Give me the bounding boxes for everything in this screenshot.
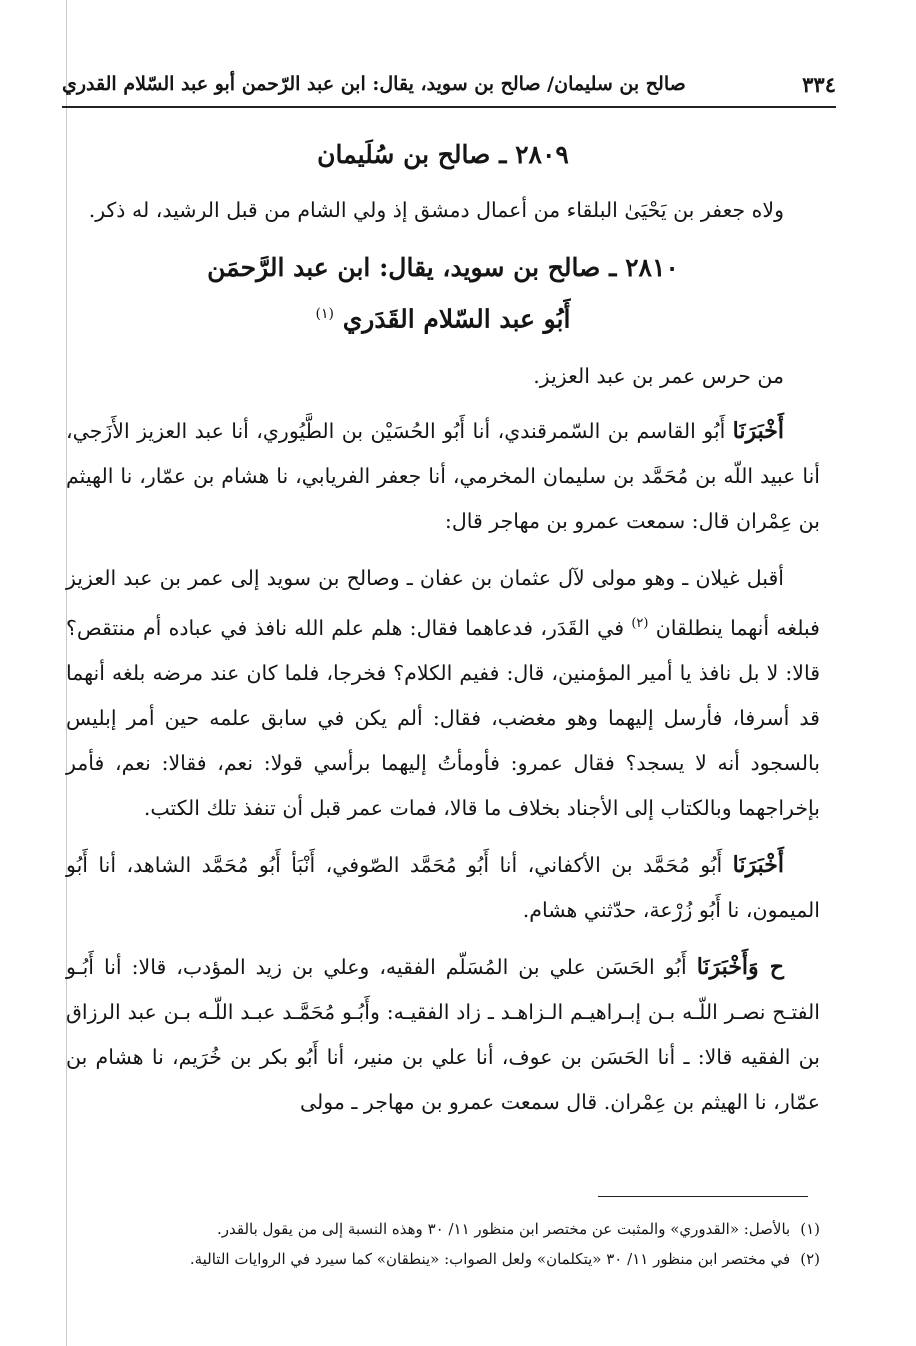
entry-2809-text: ولاه جعفر بن يَحْيَىٰ البلقاء من أعمال دمشق إذ ولي الشام من قبل الرشيد، له ذكر. bbox=[88, 198, 784, 222]
entry-title-2810-line2 bbox=[66, 291, 820, 342]
akhbarana-keyword: أَخْبَرَنَا bbox=[732, 418, 784, 445]
footnote-1-number: (١) bbox=[800, 1220, 820, 1238]
footnote-1-text: بالأصل: «القدوري» والمثبت عن مختصر ابن منظور ١١/ ٣٠ وهذه النسبة إلى من يقول بالقدر. bbox=[216, 1220, 791, 1238]
footnotes bbox=[80, 1214, 820, 1274]
paragraph-3 bbox=[66, 556, 820, 831]
paragraph-1: من حرس عمر بن عبد العزيز. bbox=[533, 364, 784, 389]
footnote-2 bbox=[80, 1244, 820, 1274]
paragraph-4-text: أَبُو مُحَمَّد بن الأكفاني، أنا أَبُو مُحَمَّد الصّوفي، أَنْبَأ أَبُو مُحَمَّد الشاهد، أنا أَبُو الميمون، نا أَبُو زُرْعة، حدّثني هشام. bbox=[66, 853, 820, 923]
page-body bbox=[66, 130, 820, 1137]
paragraph-5-text: أَبُو الحَسَن علي بن المُسَلّم الفقيه، وعلي بن زيد المؤدب، قالا: أنا أَبُـو الفتـح نصـر اللّـه بـن إبـراهيـم الـزاهـد ـ زاد الفقيـه: وأَبُـو مُحَمَّـد عبـد اللّـه بـن عبد الرزاق بن الفقيه قالا: ـ أنا الحَسَن بن عوف، أنا علي بن منير، أنا أَبُو بكر بن خُرَيم، نا هشام بن عمّار، نا الهيثم بن عِمْران. قال سمعت عمرو بن مهاجر ـ مولى bbox=[66, 955, 820, 1115]
footnote-2-number: (٢) bbox=[800, 1250, 820, 1268]
entry-title-2810-name: أَبُو عبد السّلام القَدَري bbox=[342, 304, 571, 334]
entry-title-2810 bbox=[66, 245, 820, 342]
paragraph-5 bbox=[66, 945, 820, 1125]
footnote-ref-1: (١) bbox=[315, 306, 334, 322]
entry-title-2809: ٢٨٠٩ ـ صالح بن سُلَيمان bbox=[317, 140, 569, 169]
paragraph-3-text-b: في القَدَر، فدعاهما فقال: هلم علم الله نافذ في عباده أم منتقص؟ قالا: لا بل نافذ يا أمير المؤمنين، قال: ففيم الكلام؟ فخرجا، فلما كان عند مرضه بلغه أنهما قد أسرفا، فأرسل إليهما وهو مغضب، فقال: ألم يكن في سابق علمه حين أمر إبليس بالسجود أنه لا يسجد؟ فقال عمرو: فأومأتُ إليهما برأسي قولا: نعم، فقالا: نعم، فأمر بإخراجهما وبالكتاب إلى الأجناد بخلاف ما قالا، فمات عمر قبل أن تنفذ تلك الكتب. bbox=[66, 616, 820, 821]
footnote-separator bbox=[598, 1196, 808, 1197]
akhbarana-keyword: أَخْبَرَنَا bbox=[732, 852, 784, 879]
paragraph-4 bbox=[66, 843, 820, 933]
entry-title-2810-line1: ٢٨١٠ ـ صالح بن سويد، يقال: ابن عبد الرَّحمَن bbox=[207, 253, 679, 282]
paragraph-3-text-a: أقبل غيلان ـ وهو مولى لآل عثمان بن عفان ـ وصالح بن سويد إلى عمر بن عبد العزيز فبلغه أنهما ينطلقان bbox=[66, 566, 820, 641]
wa-akhbarana-keyword: ح وَأَخْبَرَنَا bbox=[696, 954, 784, 981]
page-number: ٣٣٤ bbox=[802, 71, 836, 97]
footnote-ref-2: (٢) bbox=[631, 616, 649, 632]
page-header bbox=[62, 62, 836, 108]
footnote-1 bbox=[80, 1214, 820, 1244]
footnote-2-text: في مختصر ابن منظور ١١/ ٣٠ «يتكلمان» ولعل الصواب: «ينطقان» كما سيرد في الروايات التالية. bbox=[189, 1250, 791, 1268]
paragraph-2 bbox=[66, 409, 820, 544]
paragraph-2-text: أَبُو القاسم بن السّمرقندي، أنا أَبُو الحُسَيْن بن الطَّيُوري، أنا عبد العزيز الأَزَجي، أنا عبيد اللّه بن مُحَمَّد بن سليمان المخرمي، أنا جعفر الفريابي، نا هشام بن عمّار، نا الهيثم بن عِمْران قال: سمعت عمرو بن مهاجر قال: bbox=[66, 419, 820, 534]
running-head: صالح بن سليمان/ صالح بن سويد، يقال: ابن عبد الرّحمن أبو عبد السّلام القدري bbox=[62, 73, 686, 95]
